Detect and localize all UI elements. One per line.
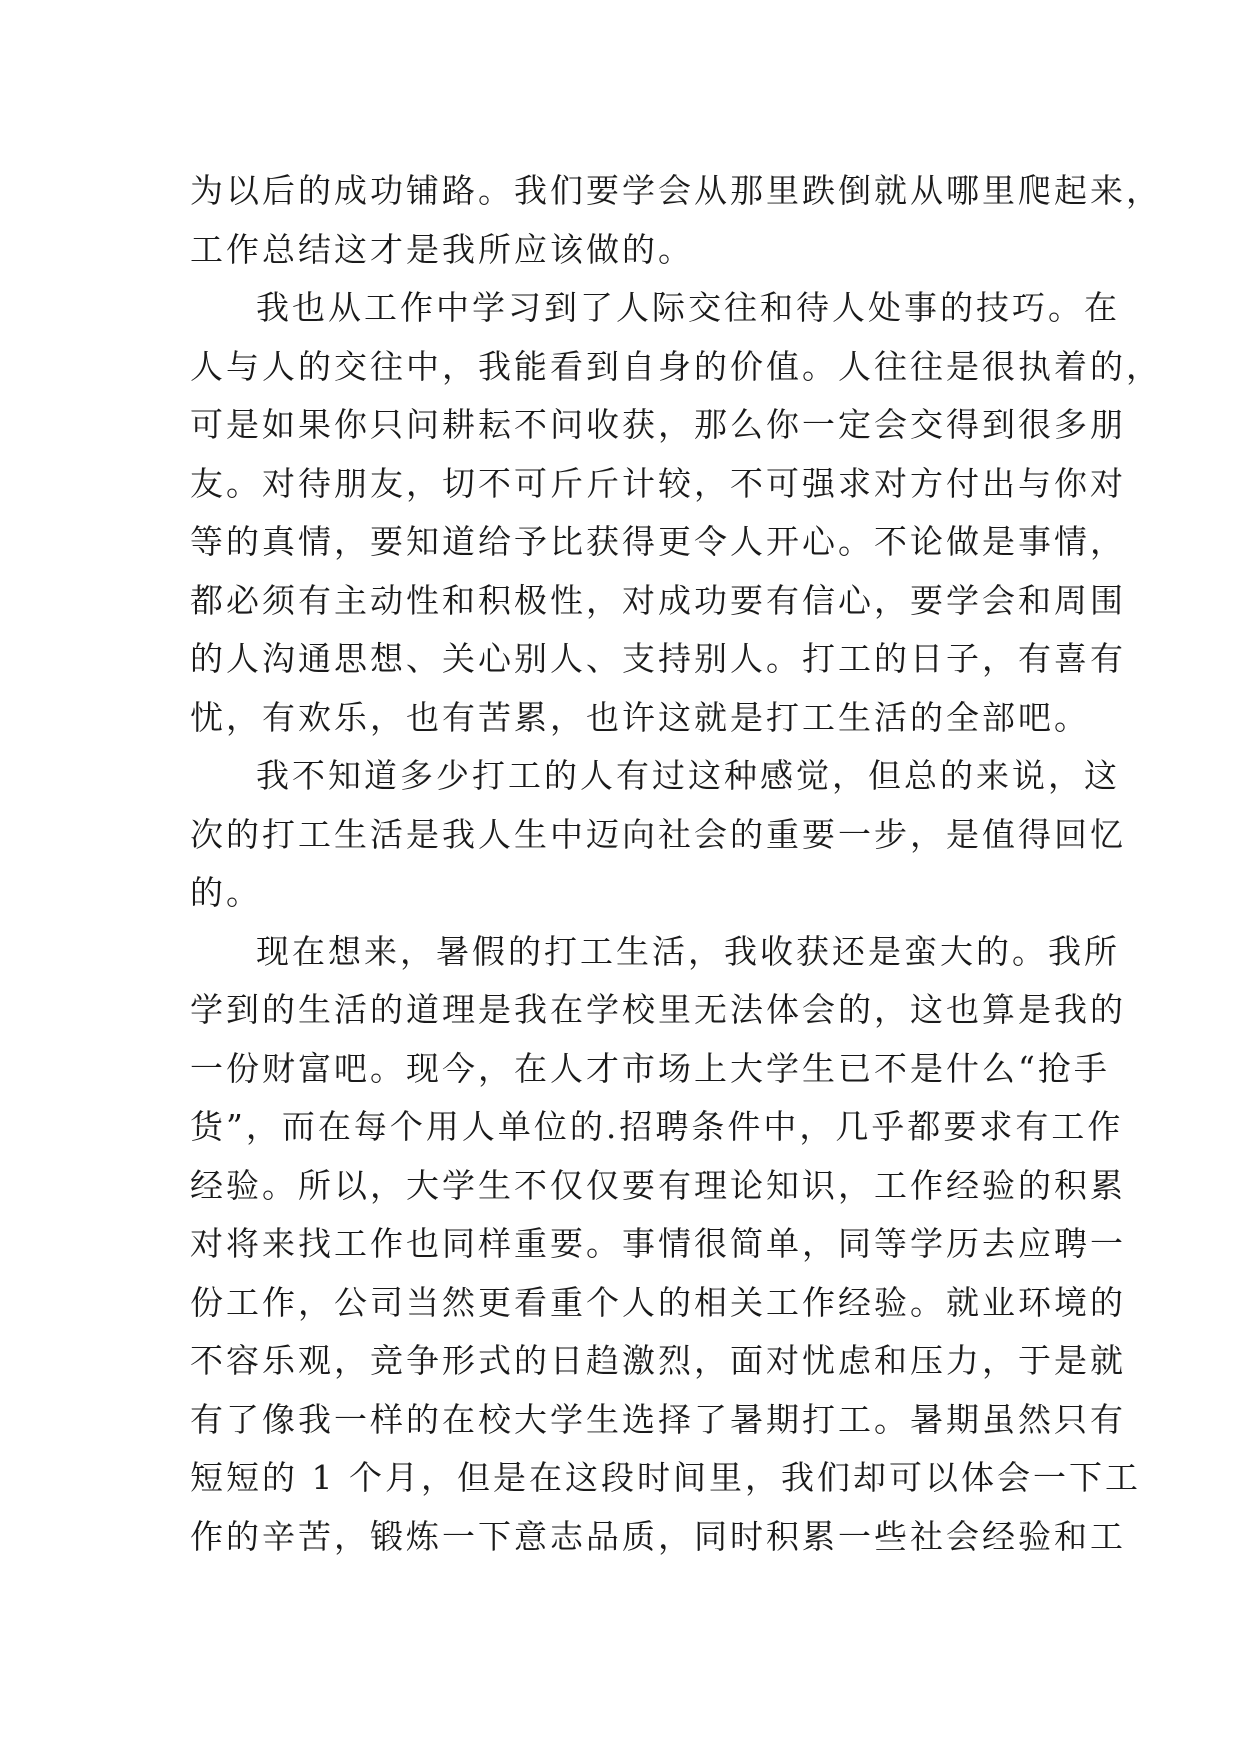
text-line: 经验。所以，大学生不仅仅要有理论知识，工作经验的积累 [190,1165,1126,1205]
text-line: 份工作，公司当然更看重个人的相关工作经验。就业环境的 [190,1282,1126,1322]
text-line: 工作总结这才是我所应该做的。 [190,229,694,269]
text-line: 一份财富吧。现今，在人才市场上大学生已不是什么“抢手 [190,1048,1110,1088]
text-line: 作的辛苦，锻炼一下意志品质，同时积累一些社会经验和工 [190,1516,1126,1556]
text-line: 的人沟通思想、关心别人、支持别人。打工的日子，有喜有 [190,639,1126,678]
paragraph-start-line: 我不知道多少打工的人有过这种感觉，但总的来说，这 [256,756,1120,795]
paragraph-start-line: 我也从工作中学习到了人际交往和待人处事的技巧。在 [256,288,1120,327]
text-line: 可是如果你只问耕耘不问收获，那么你一定会交得到很多朋 [190,405,1126,444]
text-line: 对将来找工作也同样重要。事情很简单，同等学历去应聘一 [190,1224,1126,1263]
paragraph-start-line: 现在想来，暑假的打工生活，我收获还是蛮大的。我所 [256,931,1120,971]
text-line: 的。 [190,873,262,912]
text-line: 货”，而在每个用人单位的.招聘条件中，几乎都要求有工作 [190,1107,1124,1146]
text-line: 人与人的交往中，我能看到自身的价值。人往往是很执着的， [190,346,1162,386]
text-line: 学到的生活的道理是我在学校里无法体会的，这也算是我的 [190,990,1126,1029]
text-line: 忧，有欢乐，也有苦累，也许这就是打工生活的全部吧。 [190,697,1090,737]
text-line: 都必须有主动性和积极性，对成功要有信心，要学会和周围 [190,580,1126,620]
text-line: 有了像我一样的在校大学生选择了暑期打工。暑期虽然只有 [190,1399,1126,1439]
text-line: 不容乐观，竞争形式的日趋激烈，面对忧虑和压力，于是就 [190,1341,1126,1380]
text-line: 为以后的成功铺路。我们要学会从那里跌倒就从哪里爬起来， [190,171,1162,210]
text-line: 等的真情，要知道给予比获得更令人开心。不论做是事情， [190,522,1126,561]
text-line: 短短的 1 个月，但是在这段时间里，我们却可以体会一下工 [190,1458,1141,1497]
text-line: 友。对待朋友，切不可斤斤计较，不可强求对方付出与你对 [190,463,1126,503]
body-text [190,162,1162,1566]
text-line: 次的打工生活是我人生中迈向社会的重要一步，是值得回忆 [190,814,1126,854]
